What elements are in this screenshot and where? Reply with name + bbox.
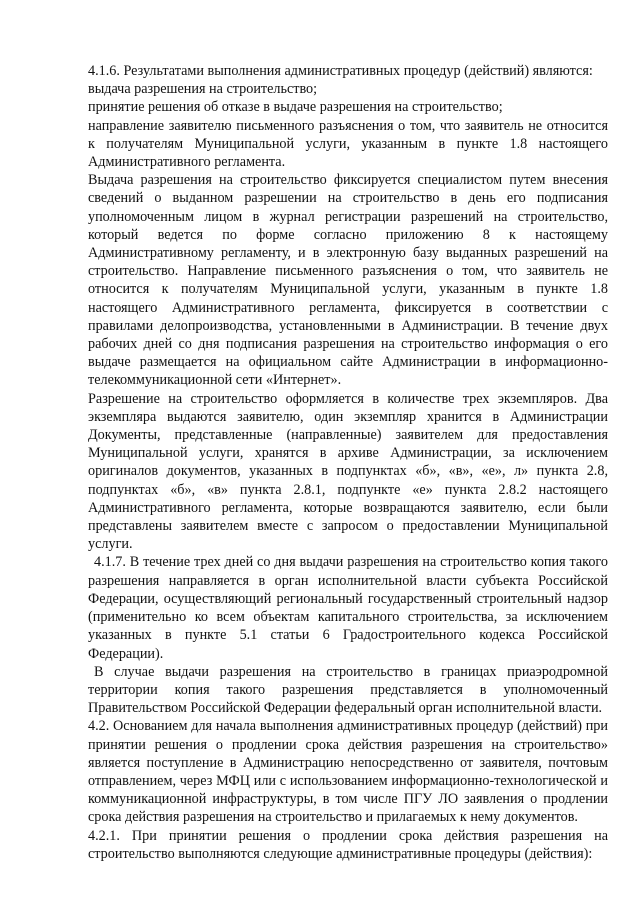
paragraph-4-1-7: 4.1.7. В течение трех дней со дня выдачи разрешения на строительство копия такого разрешения направляется в орган исполнительной власти субъекта Российской Федерации, осуществляющий региональный государственный строительный надзор (применительно ко всем объектам капитального строительства, за исключением указанных в пункте 5.1 статьи 6 Градостроительного кодекса Российской Федерации). — [88, 554, 608, 662]
paragraph-4-1-6: 4.1.6. Результатами выполнения административных процедур (действий) являются: — [88, 63, 593, 79]
paragraph-4-2: 4.2. Основанием для начала выполнения административных процедур (действий) при принятии решения о продлении срока действия разрешения на строительство» является поступление в Администрацию непосредственно от заявителя, почтовым отправлением, через МФЦ или с использованием информационно-технологической и коммуникационной инфраструктуры, в том числе ПГУ ЛО заявления о продлении срока действия разрешения на строительство и прилагаемых к нему документов. — [88, 718, 608, 826]
paragraph-aerodrome-territory: В случае выдачи разрешения на строительство в границах приаэродромной территории копия такого разрешения представляется в уполномоченный Правительством Российской Федерации федеральный орган исполнительной власти. — [88, 663, 608, 717]
paragraph-permit-issuance: выдача разрешения на строительство; — [88, 81, 318, 98]
paragraph-permit-registration: Выдача разрешения на строительство фиксируется специалистом путем внесения сведений о выданном разрешении на строительство в день его подписания уполномоченным лицом в журнал регистрации разрешений на строительство, который ведется по форме согласно приложению 8 к настоящему Административному регламенту, и в электронную базу выданных разрешений на строительство. Направление письменного разъяснения о том, что заявитель не относится к получателям Муниципальной услуги, указанным в пункте 1.8 настоящего Административного регламента, фиксируется в соответствии с правилами делопроизводства, установленными в Администрации. В течение двух рабочих дней со дня подписания разрешения на строительство информация о его выдаче размещается на официальном сайте Администрации в информационно-телекоммуникационной сети «Интернет». — [88, 172, 608, 389]
document-page — [88, 62, 608, 863]
paragraph-4-2-1: 4.2.1. При принятии решения о продлении срока действия разрешения на строительство выполняются следующие административные процедуры (действия): — [88, 827, 608, 862]
paragraph-refusal-decision: принятие решения об отказе в выдаче разрешения на строительство; — [88, 99, 503, 116]
paragraph-permit-copies: Разрешение на строительство оформляется в количестве трех экземпляров. Два экземпляра выдаются заявителю, один экземпляр хранится в Администрации Документы, представленные (направленные) заявителем для предоставления Муниципальной услуги, хранятся в архиве Администрации, за исключением оригиналов документов, указанных в подпунктах «б», «в», «е», л» пункта 2.8, подпунктах «б», «в» пункта 2.8.1, подпункте «е» пункта 2.8.2 настоящего Административного регламента, которые возвращаются заявителю, если были представлены заявителем вместе с запросом о предоставлении Муниципальной услуги. — [88, 390, 608, 553]
paragraph-explanation-letter: направление заявителю письменного разъяснения о том, что заявитель не относится к получателям Муниципальной услуги, указанным в пункте 1.8 настоящего Административного регламента. — [88, 117, 608, 171]
